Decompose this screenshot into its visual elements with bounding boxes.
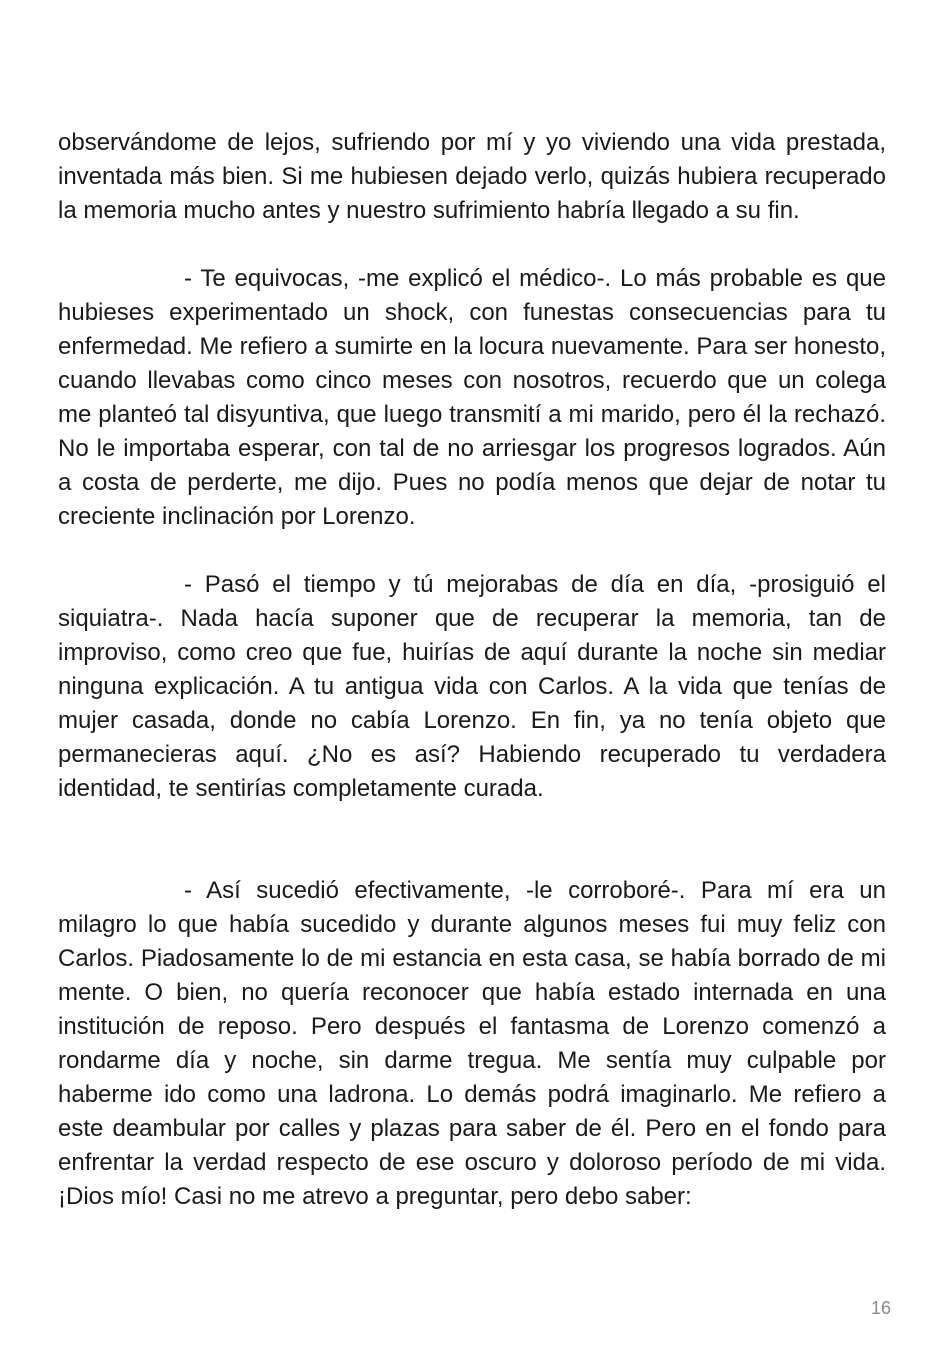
paragraph-4: - Así sucedió efectivamente, -le corroboré-. Para mí era un milagro lo que había sucedido y durante algunos meses fui muy feliz con Carlos. Piadosamente lo de mi estancia en esta casa, se había borrado de mi mente. O bien, no quería reconocer que había estado internada en una institución de reposo. Pero después el fantasma de Lorenzo comenzó a rondarme día y noche, sin darme tregua. Me sentía muy culpable por haberme ido como una ladrona. Lo demás podrá imaginarlo. Me refiero a este deambular por calles y plazas para saber de él. Pero en el fondo para enfrentar la verdad respecto de ese oscuro y doloroso período de mi vida. ¡Dios mío! Casi no me atrevo a preguntar, pero debo saber: [58,877,886,1210]
paragraph-2: - Te equivocas, -me explicó el médico-. Lo más probable es que hubieses experimentado un shock, con funestas consecuencias para tu enfermedad. Me refiero a sumirte en la locura nuevamente. Para ser honesto, cuando llevabas como cinco meses con nosotros, recuerdo que un colega me planteó tal disyuntiva, que luego transmití a mi marido, pero él la rechazó. No le importaba esperar, con tal de no arriesgar los progresos logrados. Aún a costa de perderte, me dijo. Pues no podía menos que dejar de notar tu creciente inclinación por Lorenzo. [58,265,886,530]
page-body-text [58,126,886,1214]
page-number: 16 [870,1298,891,1318]
paragraph-1: observándome de lejos, sufriendo por mí y yo viviendo una vida prestada, inventada más bien. Si me hubiesen dejado verlo, quizás hubiera recuperado la memoria mucho antes y nuestro sufrimiento habría llegado a su fin. [58,129,886,224]
paragraph-3: - Pasó el tiempo y tú mejorabas de día en día, -prosiguió el siquiatra-. Nada hacía suponer que de recuperar la memoria, tan de improviso, como creo que fue, huirías de aquí durante la noche sin mediar ninguna explicación. A tu antigua vida con Carlos. A la vida que tenías de mujer casada, donde no cabía Lorenzo. En fin, ya no tenía objeto que permanecieras aquí. ¿No es así? Habiendo recuperado tu verdadera identidad, te sentirías completamente curada. [58,571,886,802]
